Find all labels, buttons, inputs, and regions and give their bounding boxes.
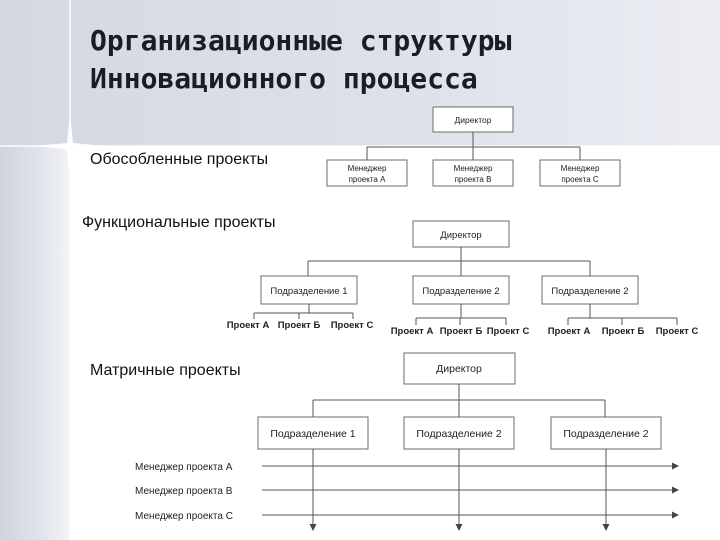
matrix-director-box [404,353,515,384]
functional-department-1-label: Подразделение 1 [270,286,348,297]
matrix-manager-b-label: Менеджер проекта В [135,486,233,497]
section-label-functional: Функциональные проекты [82,214,276,231]
isolated-manager-box-a [327,160,407,186]
functional-department-3-label: Подразделение 2 [551,286,629,297]
functional-group3-project-b: Проект Б [601,326,645,337]
functional-department-2-label: Подразделение 2 [422,286,500,297]
isolated-manager-b-line2: проекта В [454,175,492,184]
functional-group1-project-a: Проект А [226,320,270,331]
matrix-manager-c-label: Менеджер проекта С [135,511,233,522]
matrix-director-label: Директор [436,363,482,375]
isolated-manager-c-line2: проекта С [561,175,599,184]
isolated-manager-box-c [540,160,620,186]
matrix-manager-a-label: Менеджер проекта А [135,462,233,473]
functional-department-box-1 [261,276,357,304]
functional-group2-project-a: Проект А [390,326,434,337]
isolated-manager-b-line1: Менеджер [453,164,493,173]
slide-title-line-1: Организационные структуры [90,24,512,57]
functional-group3-project-a: Проект А [547,326,591,337]
functional-group2-project-c: Проект С [486,326,530,337]
functional-department-box-3 [542,276,638,304]
functional-director-box [413,221,509,247]
matrix-department-1-label: Подразделение 1 [270,428,356,440]
matrix-org-chart [135,353,678,530]
functional-group1-project-b: Проект Б [277,320,321,331]
functional-department-box-2 [413,276,509,304]
isolated-manager-box-b [433,160,513,186]
functional-group3-project-c: Проект С [655,326,699,337]
functional-org-chart [227,221,699,337]
functional-director-label: Директор [440,230,482,241]
matrix-department-2-label: Подразделение 2 [416,428,502,440]
section-label-isolated: Обособленные проекты [90,151,269,168]
matrix-department-box-2 [404,417,514,449]
functional-group1-project-c: Проект С [330,320,374,331]
isolated-manager-c-line1: Менеджер [560,164,600,173]
matrix-department-box-3 [551,417,661,449]
section-label-matrix: Матричные проекты [90,362,241,379]
isolated-manager-a-line2: проекта А [348,175,386,184]
matrix-department-3-label: Подразделение 2 [563,428,649,440]
matrix-department-box-1 [258,417,368,449]
slide-title-line-2: Инновационного процесса [90,62,478,95]
isolated-manager-a-line1: Менеджер [347,164,387,173]
isolated-director-box [433,107,513,132]
isolated-org-chart [327,107,620,186]
functional-group2-project-b: Проект Б [439,326,483,337]
isolated-director-label: Директор [454,115,492,125]
